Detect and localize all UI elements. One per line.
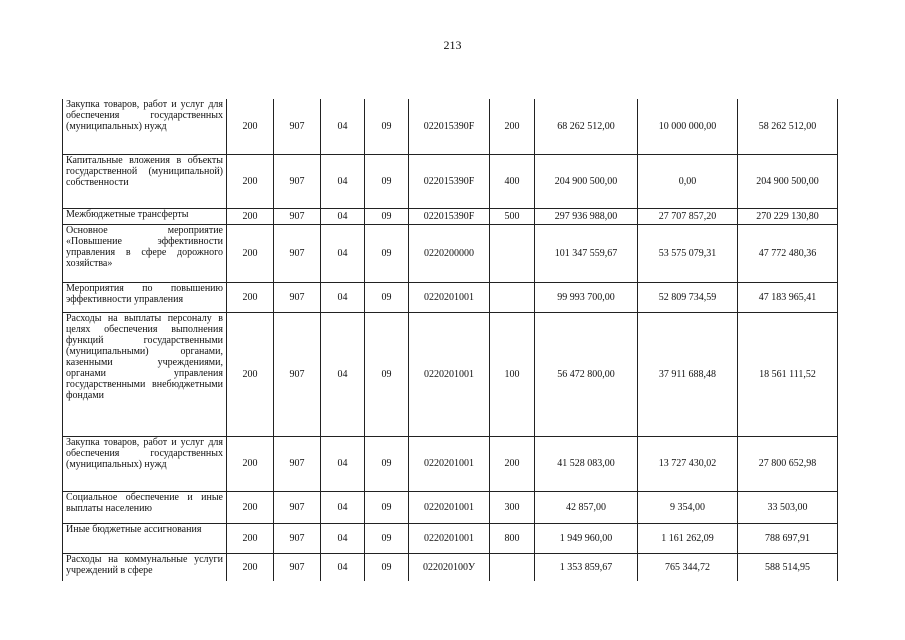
ved-code: 200 (227, 436, 274, 491)
target-article-code: 0220200000 (409, 224, 490, 282)
amount-remaining: 33 503,00 (738, 491, 838, 523)
expense-type-code: 300 (490, 491, 535, 523)
section-code: 04 (321, 436, 365, 491)
table-row (63, 99, 838, 154)
ved-code: 200 (227, 224, 274, 282)
amount-executed: 765 344,72 (638, 553, 738, 581)
grbs-code: 907 (274, 436, 321, 491)
amount-executed: 0,00 (638, 154, 738, 208)
subsection-code: 09 (365, 208, 409, 224)
grbs-code: 907 (274, 553, 321, 581)
section-code: 04 (321, 99, 365, 154)
amount-remaining: 788 697,91 (738, 523, 838, 553)
page-number: 213 (443, 38, 462, 52)
amount-plan: 1 353 859,67 (535, 553, 638, 581)
table-row (63, 553, 838, 581)
amount-remaining: 47 183 965,41 (738, 282, 838, 312)
amount-remaining: 18 561 111,52 (738, 312, 838, 436)
subsection-code: 09 (365, 312, 409, 436)
ved-code: 200 (227, 99, 274, 154)
expense-type-code: 400 (490, 154, 535, 208)
expense-name: Расходы на выплаты персоналу в целях обеспечения выполнения функций государственными (муниципальными) органами, казенными учреждениями, органами управления государственными внебюджетными фондами (63, 312, 227, 436)
ved-code: 200 (227, 523, 274, 553)
amount-remaining: 588 514,95 (738, 553, 838, 581)
grbs-code: 907 (274, 99, 321, 154)
target-article-code: 022015390F (409, 154, 490, 208)
expense-name: Основное мероприятие «Повышение эффективности управления в сфере дорожного хозяйства» (63, 224, 227, 282)
expense-type-code: 800 (490, 523, 535, 553)
expense-name: Закупка товаров, работ и услуг для обеспечения государственных (муниципальных) нужд (63, 99, 227, 154)
expense-type-code: 100 (490, 312, 535, 436)
target-article-code: 0220201001 (409, 491, 490, 523)
expense-name: Расходы на коммунальные услуги учреждений в сфере (63, 553, 227, 581)
table-row (63, 282, 838, 312)
target-article-code: 0220201001 (409, 312, 490, 436)
amount-executed: 13 727 430,02 (638, 436, 738, 491)
section-code: 04 (321, 491, 365, 523)
budget-table (62, 99, 838, 581)
ved-code: 200 (227, 491, 274, 523)
section-code: 04 (321, 282, 365, 312)
amount-plan: 42 857,00 (535, 491, 638, 523)
expense-type-code: 200 (490, 99, 535, 154)
grbs-code: 907 (274, 154, 321, 208)
ved-code: 200 (227, 154, 274, 208)
grbs-code: 907 (274, 224, 321, 282)
subsection-code: 09 (365, 154, 409, 208)
table-row (63, 154, 838, 208)
amount-executed: 10 000 000,00 (638, 99, 738, 154)
ved-code: 200 (227, 553, 274, 581)
amount-executed: 9 354,00 (638, 491, 738, 523)
expense-type-code (490, 553, 535, 581)
amount-plan: 68 262 512,00 (535, 99, 638, 154)
amount-executed: 27 707 857,20 (638, 208, 738, 224)
section-code: 04 (321, 523, 365, 553)
subsection-code: 09 (365, 282, 409, 312)
expense-name: Социальное обеспечение и иные выплаты населению (63, 491, 227, 523)
grbs-code: 907 (274, 491, 321, 523)
grbs-code: 907 (274, 523, 321, 553)
section-code: 04 (321, 224, 365, 282)
amount-executed: 53 575 079,31 (638, 224, 738, 282)
expense-name: Межбюджетные трансферты (63, 208, 227, 224)
amount-remaining: 27 800 652,98 (738, 436, 838, 491)
section-code: 04 (321, 208, 365, 224)
amount-plan: 101 347 559,67 (535, 224, 638, 282)
target-article-code: 022020100У (409, 553, 490, 581)
table-row (63, 208, 838, 224)
subsection-code: 09 (365, 224, 409, 282)
amount-plan: 297 936 988,00 (535, 208, 638, 224)
expense-type-code (490, 224, 535, 282)
amount-executed: 52 809 734,59 (638, 282, 738, 312)
section-code: 04 (321, 553, 365, 581)
subsection-code: 09 (365, 491, 409, 523)
subsection-code: 09 (365, 523, 409, 553)
target-article-code: 022015390F (409, 99, 490, 154)
expense-name: Иные бюджетные ассигнования (63, 523, 227, 553)
amount-plan: 99 993 700,00 (535, 282, 638, 312)
target-article-code: 0220201001 (409, 523, 490, 553)
amount-remaining: 47 772 480,36 (738, 224, 838, 282)
subsection-code: 09 (365, 436, 409, 491)
grbs-code: 907 (274, 312, 321, 436)
section-code: 04 (321, 154, 365, 208)
expense-name: Капитальные вложения в объекты государственной (муниципальной) собственности (63, 154, 227, 208)
section-code: 04 (321, 312, 365, 436)
target-article-code: 0220201001 (409, 282, 490, 312)
amount-remaining: 270 229 130,80 (738, 208, 838, 224)
table-row (63, 224, 838, 282)
amount-plan: 41 528 083,00 (535, 436, 638, 491)
subsection-code: 09 (365, 553, 409, 581)
amount-plan: 1 949 960,00 (535, 523, 638, 553)
subsection-code: 09 (365, 99, 409, 154)
amount-plan: 56 472 800,00 (535, 312, 638, 436)
amount-executed: 37 911 688,48 (638, 312, 738, 436)
table-row (63, 523, 838, 553)
expense-type-code: 500 (490, 208, 535, 224)
amount-plan: 204 900 500,00 (535, 154, 638, 208)
expense-name: Закупка товаров, работ и услуг для обеспечения государственных (муниципальных) нужд (63, 436, 227, 491)
grbs-code: 907 (274, 282, 321, 312)
ved-code: 200 (227, 282, 274, 312)
amount-executed: 1 161 262,09 (638, 523, 738, 553)
ved-code: 200 (227, 312, 274, 436)
target-article-code: 0220201001 (409, 436, 490, 491)
table-row (63, 312, 838, 436)
expense-name: Мероприятия по повышению эффективности управления (63, 282, 227, 312)
amount-remaining: 204 900 500,00 (738, 154, 838, 208)
grbs-code: 907 (274, 208, 321, 224)
expense-type-code (490, 282, 535, 312)
table-row (63, 436, 838, 491)
amount-remaining: 58 262 512,00 (738, 99, 838, 154)
table-row (63, 491, 838, 523)
target-article-code: 022015390F (409, 208, 490, 224)
expense-type-code: 200 (490, 436, 535, 491)
ved-code: 200 (227, 208, 274, 224)
